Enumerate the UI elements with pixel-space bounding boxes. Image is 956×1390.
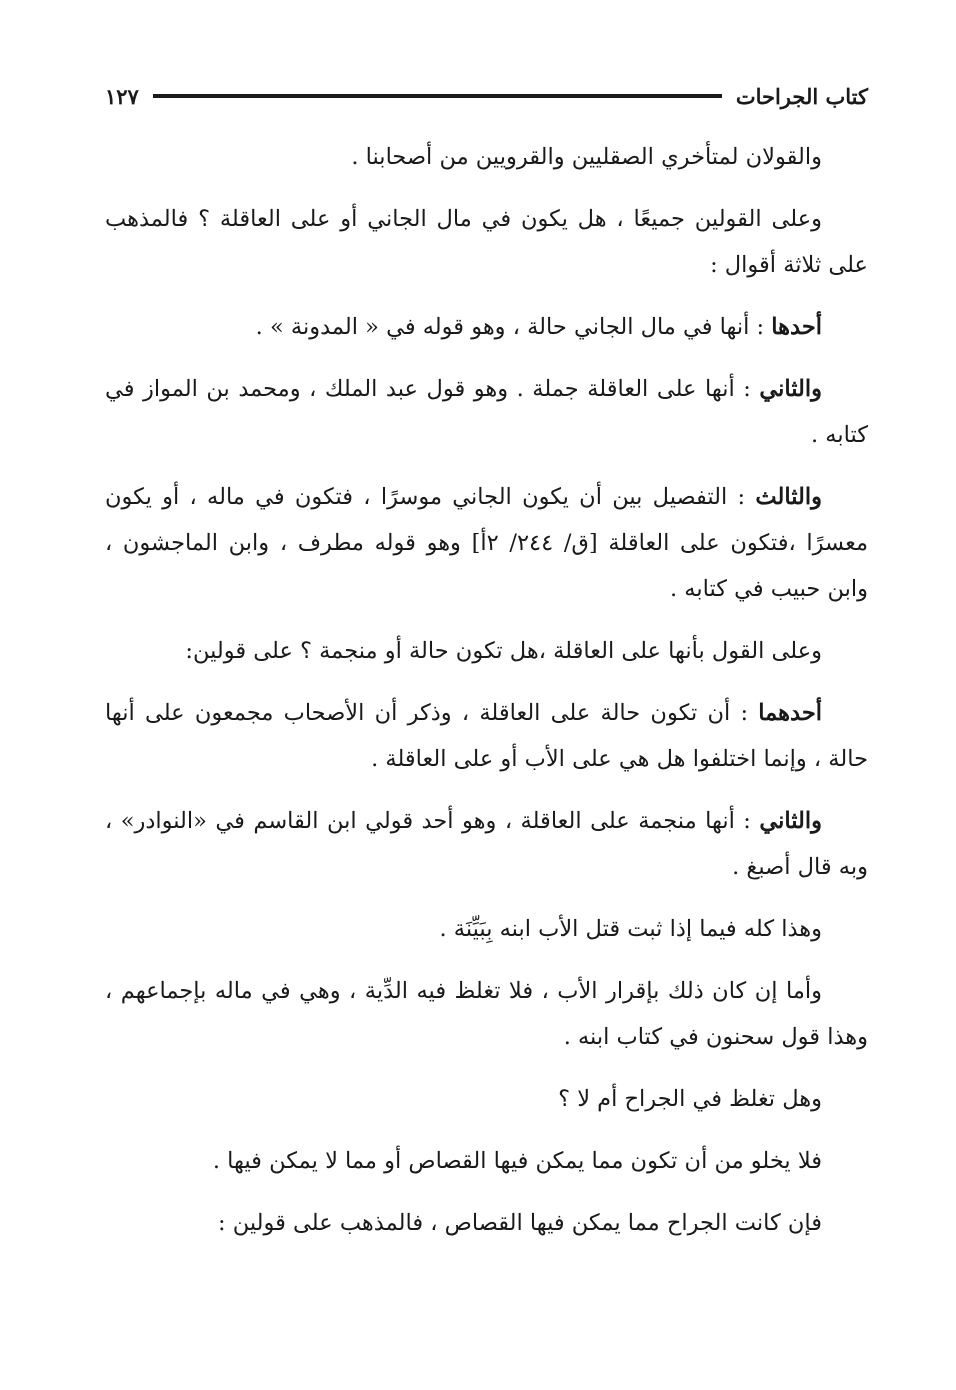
paragraph-text: فإن كانت الجراح مما يمكن فيها القصاص ، فالمذهب على قولين : [218,1210,822,1236]
paragraph-text: : التفصيل بين أن يكون الجاني موسرًا ، فتكون في ماله ، أو يكون معسرًا ،فتكون على العاقلة [ق/ ٢٤٤/ ٢أ] وهو قوله مطرف ، وابن الماجشون ، وابن حبيب في كتابه . [105,484,869,602]
paragraph [105,968,868,1060]
paragraph-text: وهل تغلظ في الجراح أم لا ؟ [558,1086,822,1112]
paragraph-text: : أنها على العاقلة جملة . وهو قول عبد الملك ، ومحمد بن المواز في كتابه . [105,376,868,448]
paragraph-lead: أحدها [771,314,822,340]
paragraph [105,196,868,288]
paragraph [105,1076,868,1122]
paragraph [105,690,868,782]
paragraph-text: والقولان لمتأخري الصقليين والقرويين من أصحابنا . [351,144,822,170]
paragraph [105,474,868,612]
paragraph-text: : أنها منجمة على العاقلة ، وهو أحد قولي ابن القاسم في «النوادر» ، وبه قال أصبغ . [105,808,868,880]
paragraph-text: وأما إن كان ذلك بإقرار الأب ، فلا تغلظ فيه الدِّية ، وهي في ماله بإجماعهم ، وهذا قول سحنون في كتاب ابنه . [105,978,868,1050]
paragraph-text: : أن تكون حالة على العاقلة ، وذكر أن الأصحاب مجمعون على أنها حالة ، وإنما اختلفوا هل هي على الأب أو على العاقلة . [105,700,868,772]
paragraph [105,906,868,952]
paragraph [105,798,868,890]
paragraph-text: وهذا كله فيما إذا ثبت قتل الأب ابنه بِبَيِّنَة . [439,916,822,942]
paragraph-lead: والثاني [759,376,822,402]
header-rule [153,94,722,98]
page-number: ١٢٧ [105,83,139,109]
paragraph-text: فلا يخلو من أن تكون مما يمكن فيها القصاص أو مما لا يمكن فيها . [212,1148,822,1174]
paragraph [105,134,868,180]
paragraph [105,366,868,458]
paragraph [105,304,868,350]
paragraph-lead: والثاني [759,808,822,834]
page-header [105,78,868,114]
paragraph-lead: أحدهما [758,700,822,726]
paragraph [105,1200,868,1246]
paragraph-text: وعلى القول بأنها على العاقلة ،هل تكون حالة أو منجمة ؟ على قولين: [185,638,822,664]
paragraph-lead: والثالث [755,484,822,510]
body-text [105,134,868,1262]
paragraph-text: وعلى القولين جميعًا ، هل يكون في مال الجاني أو على العاقلة ؟ فالمذهب على ثلاثة أقوال : [105,206,868,278]
paragraph [105,1138,868,1184]
paragraph-text: : أنها في مال الجاني حالة ، وهو قوله في « المدونة » . [255,314,772,340]
running-title: كتاب الجراحات [735,83,868,109]
paragraph [105,628,868,674]
